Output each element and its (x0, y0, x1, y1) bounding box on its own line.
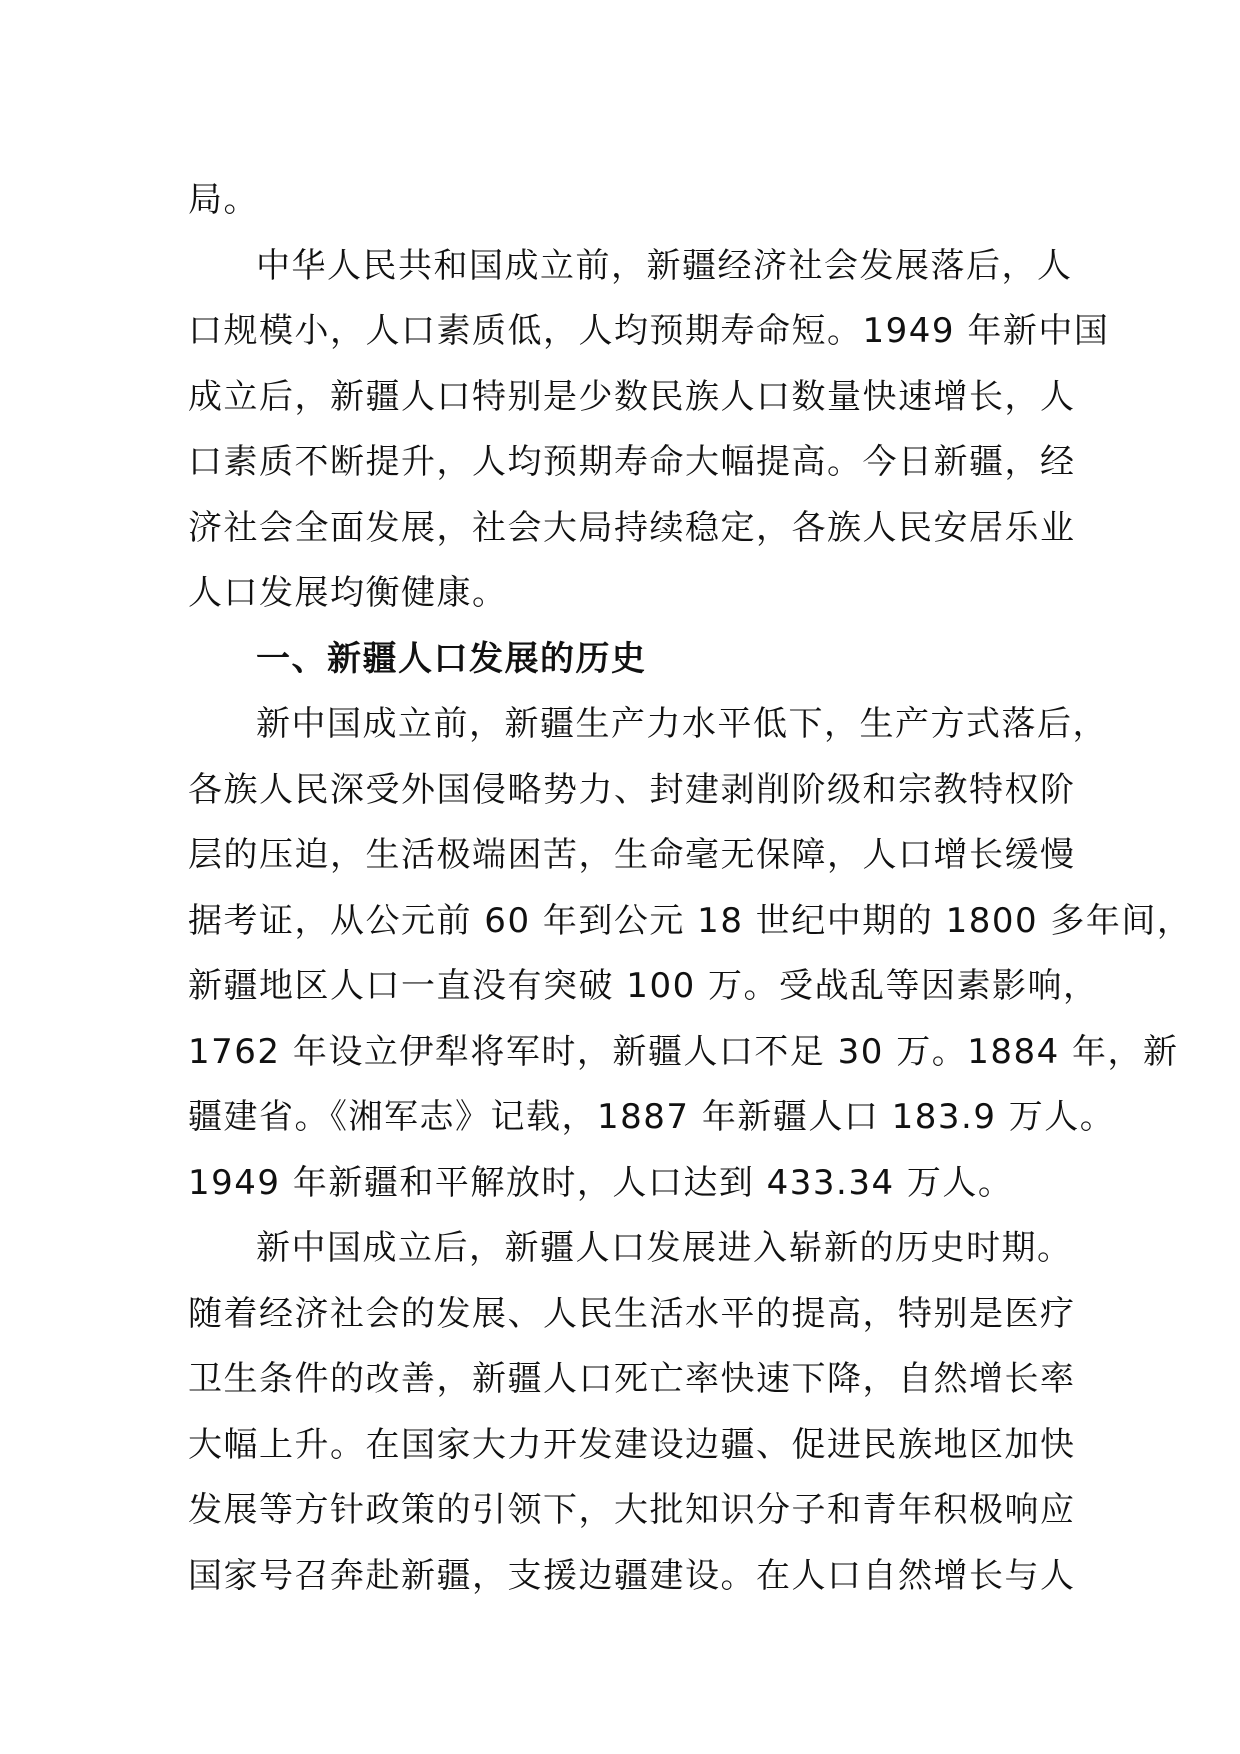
text-line: 成立后，新疆人口特别是少数民族人口数量快速增长，人 (188, 376, 1076, 417)
text-line: 1762 年设立伊犁将军时，新疆人口不足 30 万。1884 年，新 (188, 1031, 1179, 1072)
text-line: 随着经济社会的发展、人民生活水平的提高，特别是医疗 (188, 1293, 1076, 1334)
text-line: 局。 (188, 180, 259, 220)
text-line: 国家号召奔赴新疆，支援边疆建设。在人口自然增长与人 (188, 1555, 1076, 1596)
document-body (188, 168, 1193, 1609)
text-line: 卫生条件的改善，新疆人口死亡率快速下降，自然增长率 (188, 1359, 1076, 1399)
text-line: 1949 年新疆和平解放时，人口达到 433.34 万人。 (188, 1162, 1014, 1203)
text-line: 口素质不断提升，人均预期寿命大幅提高。今日新疆，经 (188, 442, 1076, 482)
text-line: 大幅上升。在国家大力开发建设边疆、促进民族地区加快 (188, 1424, 1076, 1465)
text-line: 人口发展均衡健康。 (188, 573, 508, 613)
paragraph-start-line: 新中国成立前，新疆生产力水平低下，生产方式落后， (256, 704, 1108, 744)
section-heading: 一、新疆人口发展的历史 (256, 638, 647, 679)
text-line: 新疆地区人口一直没有突破 100 万。受战乱等因素影响， (188, 966, 1099, 1006)
text-line: 各族人民深受外国侵略势力、封建剥削阶级和宗教特权阶 (188, 769, 1076, 810)
text-line: 发展等方针政策的引领下，大批知识分子和青年积极响应 (188, 1490, 1076, 1530)
text-line: 口规模小，人口素质低，人均预期寿命短。1949 年新中国 (188, 311, 1110, 351)
text-line: 层的压迫，生活极端困苦，生命毫无保障，人口增长缓慢 (188, 835, 1076, 875)
text-line: 疆建省。《湘军志》记载，1887 年新疆人口 183.9 万人。 (188, 1097, 1116, 1137)
text-line: 据考证，从公元前 60 年到公元 18 世纪中期的 1800 多年间， (188, 900, 1193, 941)
paragraph-start-line: 中华人民共和国成立前，新疆经济社会发展落后，人 (256, 245, 1073, 286)
paragraph-start-line: 新中国成立后，新疆人口发展进入崭新的历史时期。 (256, 1228, 1073, 1268)
text-line: 济社会全面发展，社会大局持续稳定，各族人民安居乐业 (188, 507, 1076, 548)
